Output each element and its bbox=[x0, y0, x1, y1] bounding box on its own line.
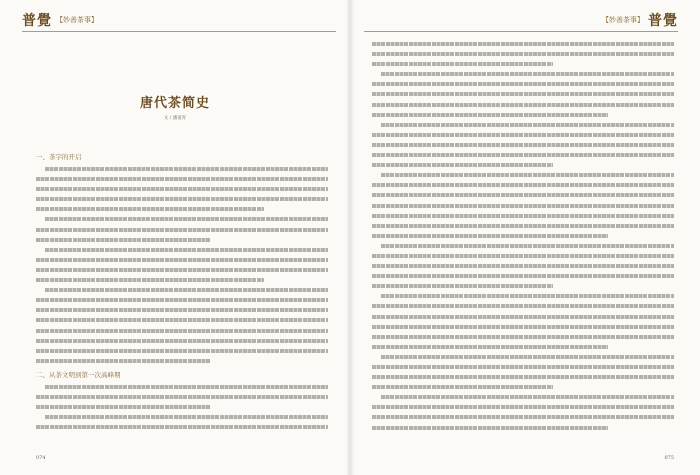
header-rule bbox=[22, 31, 336, 32]
book-gutter bbox=[346, 0, 354, 475]
right-header bbox=[602, 10, 678, 30]
body-text-block bbox=[36, 167, 328, 369]
right-page bbox=[350, 0, 700, 475]
section-heading-2: 二、从茶文明到第一次高峰期 bbox=[36, 371, 121, 379]
article-author: 文 / 潘道青 bbox=[163, 116, 187, 121]
left-header bbox=[22, 10, 98, 30]
body-text-block bbox=[372, 42, 674, 436]
logo: 普覺 bbox=[648, 13, 678, 29]
section-tag: 【妙善茶事】 bbox=[56, 16, 98, 24]
article-title: 唐代茶简史 bbox=[139, 96, 210, 111]
header-rule bbox=[364, 31, 678, 32]
logo: 普覺 bbox=[22, 13, 52, 29]
section-heading-1: 一、茶字的开启 bbox=[36, 153, 82, 161]
section-tag: 【妙善茶事】 bbox=[602, 16, 644, 24]
page-number-right: 075 bbox=[664, 455, 674, 461]
page-number-left: 074 bbox=[36, 455, 46, 461]
body-text-block bbox=[36, 385, 328, 435]
